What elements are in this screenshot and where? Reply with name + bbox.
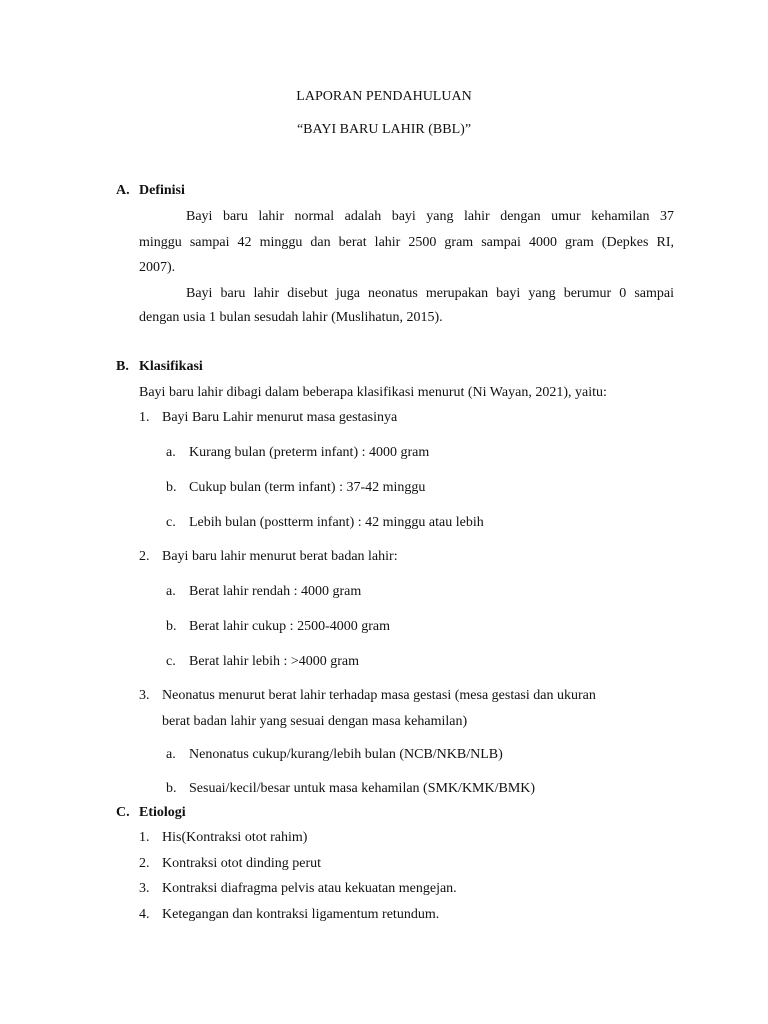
list-number: 2. (139, 549, 150, 564)
sub-list-letter: a. (166, 747, 176, 762)
list-item: Bayi baru lahir menurut berat badan lahir: (162, 549, 398, 564)
list-item: Kontraksi otot dinding perut (162, 856, 322, 871)
sub-list-letter: c. (166, 515, 176, 530)
sub-list-letter: a. (166, 584, 176, 599)
definition-paragraph-1-line-1: Bayi baru lahir normal adalah bayi yang lahir dengan umur kehamilan 37 (186, 209, 674, 224)
list-item: Ketegangan dan kontraksi ligamentum retundum. (162, 907, 440, 922)
section-b-heading: Klasifikasi (139, 359, 203, 374)
list-number: 3. (139, 688, 150, 703)
list-number: 1. (139, 410, 150, 425)
section-c-marker: C. (116, 805, 130, 820)
definition-paragraph-1-line-3: 2007). (139, 260, 176, 275)
definition-paragraph-2-line-1: Bayi baru lahir disebut juga neonatus merupakan bayi yang berumur 0 sampai (186, 286, 674, 301)
section-b-marker: B. (116, 359, 129, 374)
list-item: His(Kontraksi otot rahim) (162, 830, 308, 845)
list-item: Bayi Baru Lahir menurut masa gestasinya (162, 410, 398, 425)
sub-list-item: Berat lahir lebih : >4000 gram (189, 654, 360, 669)
sub-list-letter: b. (166, 781, 177, 796)
sub-list-letter: b. (166, 480, 177, 495)
sub-list-item: Lebih bulan (postterm infant) : 42 minggu atau lebih (189, 515, 484, 530)
document-title: LAPORAN PENDAHULUAN (296, 89, 472, 104)
sub-list-item: Kurang bulan (preterm infant) : 4000 gram (189, 445, 430, 460)
sub-list-letter: c. (166, 654, 176, 669)
sub-list-letter: a. (166, 445, 176, 460)
sub-list-item: Nenonatus cukup/kurang/lebih bulan (NCB/NKB/NLB) (189, 747, 503, 762)
sub-list-item: Sesuai/kecil/besar untuk masa kehamilan (SMK/KMK/BMK) (189, 781, 536, 796)
list-number: 3. (139, 881, 150, 896)
list-number: 1. (139, 830, 150, 845)
sub-list-item: Berat lahir rendah : 4000 gram (189, 584, 362, 599)
section-c-heading: Etiologi (139, 805, 186, 820)
sub-list-letter: b. (166, 619, 177, 634)
list-number: 2. (139, 856, 150, 871)
classification-intro: Bayi baru lahir dibagi dalam beberapa klasifikasi menurut (Ni Wayan, 2021), yaitu: (139, 385, 607, 400)
definition-paragraph-2-line-2: dengan usia 1 bulan sesudah lahir (Muslihatun, 2015). (139, 310, 443, 325)
definition-paragraph-1-line-2: minggu sampai 42 minggu dan berat lahir 2500 gram sampai 4000 gram (Depkes RI, (139, 235, 674, 250)
sub-list-item: Cukup bulan (term infant) : 37-42 minggu (189, 480, 426, 495)
document-subtitle: “BAYI BARU LAHIR (BBL)” (296, 122, 472, 137)
section-a-heading: Definisi (139, 183, 185, 198)
section-a-marker: A. (116, 183, 130, 198)
list-number: 4. (139, 907, 150, 922)
sub-list-item: Berat lahir cukup : 2500-4000 gram (189, 619, 391, 634)
list-item: Kontraksi diafragma pelvis atau kekuatan mengejan. (162, 881, 457, 896)
list-item-line-2: berat badan lahir yang sesuai dengan masa kehamilan) (162, 714, 468, 729)
list-item-line-1: Neonatus menurut berat lahir terhadap masa gestasi (mesa gestasi dan ukuran (162, 688, 596, 703)
